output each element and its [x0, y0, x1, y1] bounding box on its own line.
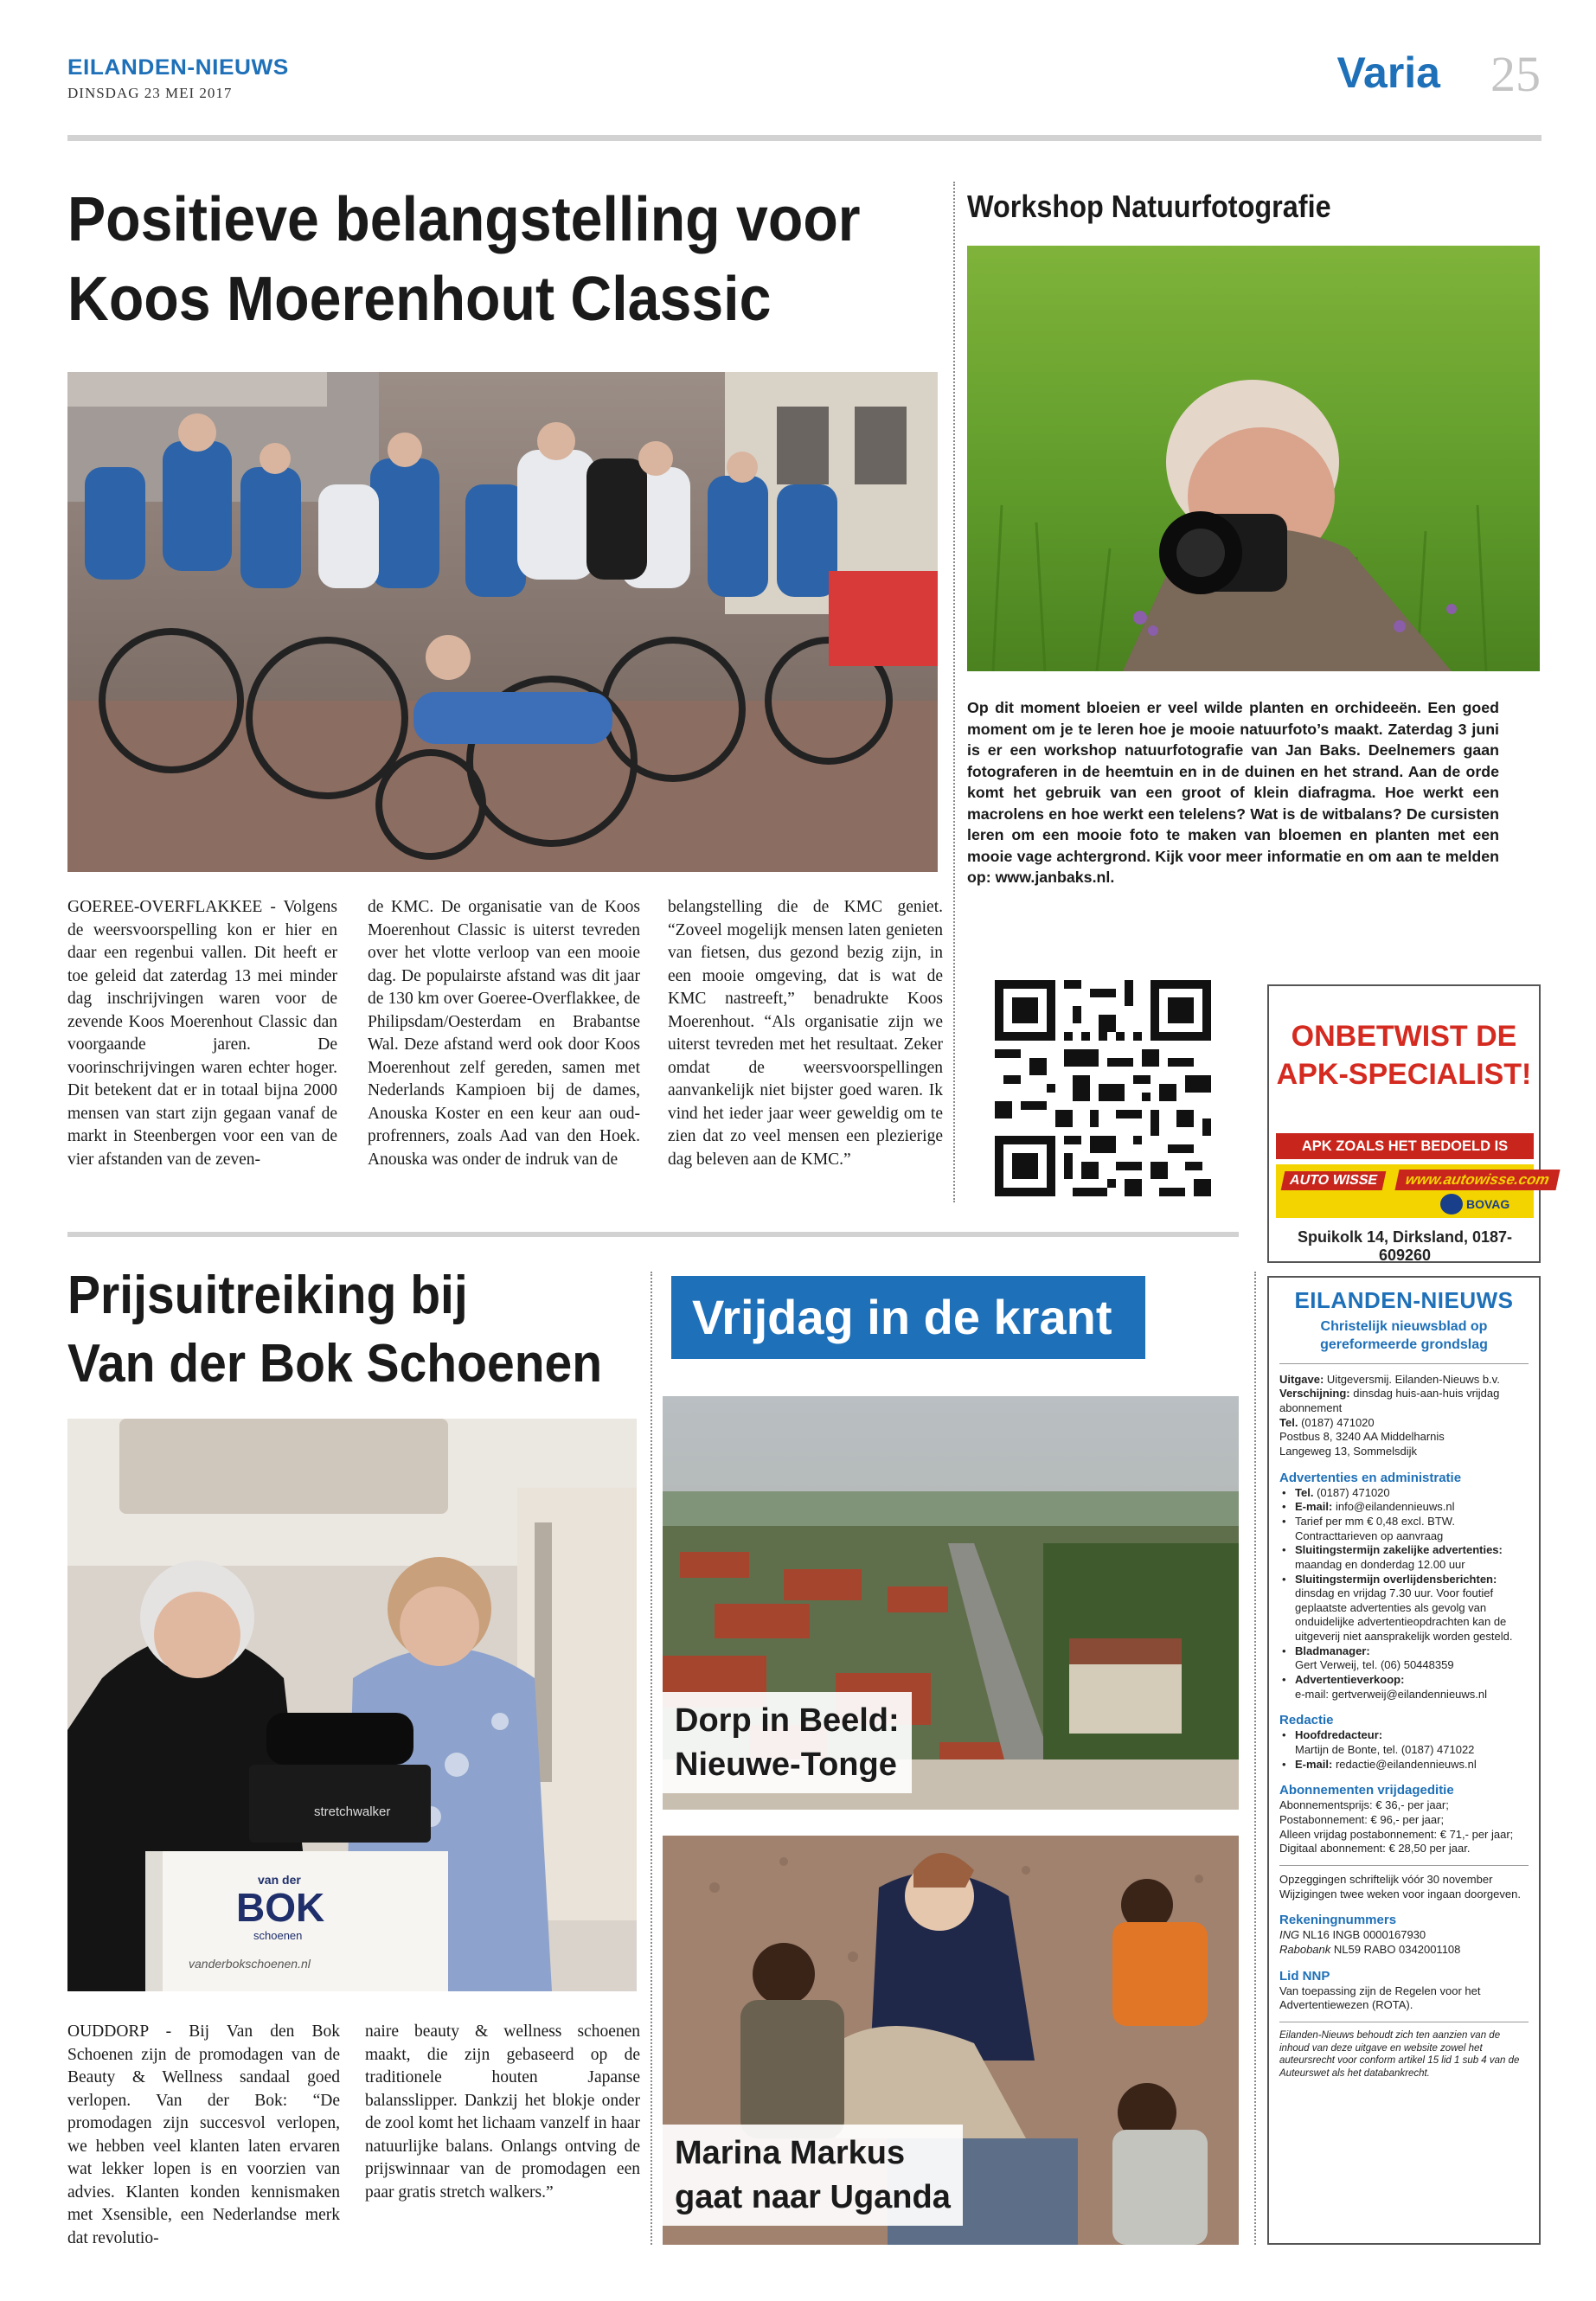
section-title: Varia	[1336, 48, 1440, 97]
kmc-body-col3: belangstelling die de KMC geniet. “Zoveel mogelijk mensen laten genieten van fietsen, dus gezond bezig zijn, in een mooie omgeving, dat is wat de KMC nastreeft,” benadrukte Koos Moerenhout. “Als organisatie zijn we uiterst tevreden met het resultaat. Zeker omdat de weersvoorspellingen aanvankelijk niet bijster goed waren. Ik vind het ieder jaar weer geweldig om te zien dat zo veel mensen een plezierige dag beleven aan de KMC.”	[668, 898, 943, 1169]
bok-headline-line2: Van der Bok Schoenen	[67, 1334, 603, 1394]
shoe-shop-photo	[67, 1419, 637, 1991]
colofon-abo3: Alleen vrijdag postabonnement: € 71,- per jaar;	[1279, 1827, 1514, 1841]
colofon	[1267, 1276, 1541, 2245]
list-item: • E-mail: info@eilandennieuws.nl	[1279, 1500, 1529, 1515]
dorp-caption	[663, 1692, 912, 1793]
kmc-headline	[67, 180, 863, 339]
list-item: • Tel. (0187) 471020	[1279, 1486, 1529, 1501]
colofon-red-heading: Redactie	[1279, 1713, 1334, 1728]
ad-headline-line1: ONBETWIST DE	[1291, 1020, 1517, 1053]
page-number: 25	[1490, 46, 1541, 102]
list-item: • Sluitingstermijn zakelijke advertenties: maandag en donderdag 12.00 uur	[1279, 1543, 1529, 1572]
colofon-rek1: ING NL16 INGB 0000167930	[1279, 1928, 1426, 1942]
workshop-title: Workshop Natuurfotografie	[967, 189, 1331, 224]
ad-logo-strip	[1276, 1164, 1551, 1218]
photo-logo-main: BOK	[236, 1885, 325, 1930]
colofon-red-list	[1279, 1728, 1529, 1772]
colofon-disclaimer: Eilanden-Nieuws behoudt zich ten aanzien van de inhoud van deze uitgave en website zowel het auteursrecht voor conform artikel 15 lid 1 sub 4 van de Auteurswet als het databankrecht.	[1279, 2022, 1529, 2080]
photo-url: vanderbokschoenen.nl	[189, 1957, 311, 1971]
colofon-opzeg: Opzeggingen schriftelijk vóór 30 november Wijzigingen twee weken voor ingaan doorgeven.	[1279, 1865, 1529, 1901]
colofon-masthead: EILANDEN-NIEUWS	[1294, 1287, 1514, 1313]
kmc-body-col1: GOEREE-OVERFLAKKEE - Volgens de weersvoorspelling kon er hier en daar een regenbui vallen. Dit heeft er toe geleid dat zaterdag 13 mei minder dag inschrijvingen waren voor de zevende Koos Moerenhout Classic dan voorgaande jaren. De voorinschrijvingen waren echter hoger. Dit betekent dat er in totaal bijna 2000 mensen van start zijn gegaan vanaf de markt in Steenbergen voor een van de vier afstanden van de zeven-	[67, 898, 337, 1169]
column-divider-lower	[651, 1272, 652, 2245]
column-divider	[953, 182, 955, 1202]
colofon-adv-heading: Advertenties en administratie	[1279, 1470, 1462, 1485]
bovag-icon	[1440, 1194, 1463, 1215]
ad-tagline: APK ZOALS HET BEDOELD IS	[1276, 1133, 1534, 1159]
uganda-caption	[663, 2125, 963, 2226]
bovag-label: BOVAG	[1466, 1197, 1510, 1211]
ad-headline-line2: APK-SPECIALIST!	[1276, 1058, 1532, 1092]
colofon-abo-heading: Abonnementen vrijdageditie	[1279, 1783, 1454, 1798]
column-divider-colofon	[1254, 1272, 1256, 2245]
list-item: • Advertentieverkoop: e-mail: gertverweij@eilandennieuws.nl	[1279, 1673, 1529, 1702]
adv-email-link[interactable]: info@eilandennieuws.nl	[1335, 1500, 1455, 1514]
photographer-photo	[967, 246, 1540, 671]
list-item: • Tarief per mm € 0,48 excl. BTW. Contracttarieven op aanvraag	[1279, 1515, 1529, 1543]
bok-body-col1: OUDDORP - Bij Van den Bok Schoenen zijn de promodagen van de Beauty & Wellness sandaal goed verlopen. Van der Bok: “De promodagen zijn succesvol verlopen, we hebben veel klanten laten ervaren wat lekker lopen is en voorzien van advies. Klanten konden kennismaken met Xsensible, een Nederlandse merk dat revolutio-	[67, 2022, 340, 2247]
masthead-logo: EILANDEN-NIEUWS	[67, 55, 289, 80]
apk-advert[interactable]	[1267, 984, 1551, 1264]
qr-code-icon[interactable]	[995, 980, 1211, 1196]
list-item: • E-mail: redactie@eilandennieuws.nl	[1279, 1758, 1529, 1772]
colofon-tel: Tel. (0187) 471020	[1279, 1415, 1375, 1429]
colofon-lid-heading: Lid NNP	[1279, 1968, 1330, 1984]
photo-box-label: stretchwalker	[314, 1804, 391, 1819]
photo-logo-sub: schoenen	[253, 1929, 303, 1942]
ad-url[interactable]: www.autowisse.com	[1394, 1170, 1560, 1190]
uganda-caption-line1: Marina Markus	[675, 2135, 906, 2171]
colofon-uitgave: Uitgave: Uitgeversmij. Eilanden-Nieuws b.v.	[1279, 1372, 1500, 1386]
colofon-rek2: Rabobank NL59 RABO 0342001108	[1279, 1942, 1461, 1956]
colofon-subtitle: Christelijk nieuwsblad op gereformeerde grondslag	[1279, 1318, 1529, 1364]
dorp-caption-line1: Dorp in Beeld:	[675, 1702, 900, 1739]
bok-headline-line1: Prijsuitreiking bij	[67, 1266, 468, 1325]
list-item: • Hoofdredacteur: Martijn de Bonte, tel. (0187) 471022	[1279, 1728, 1529, 1757]
colofon-adv-list	[1279, 1486, 1529, 1702]
colofon-abo4: Digitaal abonnement: € 28,50 per jaar.	[1279, 1842, 1471, 1856]
bok-headline	[67, 1261, 625, 1399]
colofon-verschijning: Verschijning: dinsdag huis-aan-huis vrijdag abonnement	[1279, 1387, 1500, 1415]
ad-brand: AUTO WISSE	[1281, 1171, 1387, 1190]
list-item: • Sluitingstermijn overlijdensberichten: dinsdag en vrijdag 7.30 uur. Voor foutief geplaatste advertenties als gevolg van onduidelijke advertentieopdrachten kan de uitgeverij niet aansprakelijk worden gesteld.	[1279, 1573, 1529, 1644]
ad-headline	[1269, 1017, 1539, 1093]
colofon-postbus: Postbus 8, 3240 AA Middelharnis	[1279, 1430, 1445, 1444]
issue-date: DINSDAG 23 MEI 2017	[67, 85, 233, 101]
photo-logo-top: van der	[258, 1873, 301, 1887]
cyclists-photo	[67, 372, 938, 872]
red-email-link[interactable]: redactie@eilandennieuws.nl	[1335, 1757, 1477, 1771]
section-rule	[67, 1232, 1239, 1237]
uganda-caption-line2: gaat naar Uganda	[675, 2178, 951, 2215]
kmc-headline-line1: Positieve belangstelling voor	[67, 185, 861, 254]
colofon-abo1: Abonnementsprijs: € 36,- per jaar;	[1279, 1798, 1449, 1812]
list-item: • Bladmanager: Gert Verweij, tel. (06) 50448359	[1279, 1644, 1529, 1673]
dorp-caption-line2: Nieuwe-Tonge	[675, 1746, 897, 1783]
colofon-lid: Van toepassing zijn de Regelen voor het Advertentiewezen (ROTA).	[1279, 1984, 1481, 2012]
colofon-rek-heading: Rekeningnummers	[1279, 1913, 1397, 1928]
kmc-headline-line2: Koos Moerenhout Classic	[67, 265, 772, 335]
ad-address: Spuikolk 14, Dirksland, 0187-609260	[1297, 1228, 1513, 1264]
header-rule	[67, 135, 1542, 141]
colofon-abo2: Postabonnement: € 96,- per jaar;	[1279, 1813, 1445, 1827]
kmc-body-col2: de KMC. De organisatie van de Koos Moerenhout Classic is uiterst tevreden over het vlotte verloop van een mooie dag. De populairste afstand was dit jaar de 130 km over Goeree-Overflakkee, de Philipsdam/Oesterdam en Brabantse Wal. Deze afstand werd ook door Koos Moerenhout zelf gereden, samen met Nederlands Kampioen bij de dames, Anouska Koster en een keur aan oud-profrenners, zoals Aad van den Hoek. Anouska was onder de indruk van de	[368, 898, 640, 1169]
workshop-text: Op dit moment bloeien er veel wilde planten en orchideeën. Een goed moment om je te leren hoe je mooie natuurfoto’s maakt. Zaterdag 3 juni is er een workshop natuurfotografie van Jan Baks. Deelnemers gaan fotograferen in de heemtuin en in de duinen en het strand. Aan de orde komt het gebruik van een groot of klein diafragma. Hoe werkt een macrolens en hoe werkt een telelens? Wat is de witbalans? De cursisten leren om een mooie foto te maken van bloemen en planten met een mooie vage achtergrond. Kijk voor meer informatie en om aan te melden op: www.janbaks.nl.	[967, 699, 1499, 887]
bok-body-col2: naire beauty & wellness schoenen maakt, die zijn gebaseerd op de traditionele houten Japanse balansslipper. Dankzij het blokje onder de zool komt het lichaam vanzelf in haar natuurlijke balans. Onlangs ontving de prijswinnaar van de promodagen een paar gratis stretch walkers.”	[365, 2022, 640, 2202]
vrijdag-banner: Vrijdag in de krant	[671, 1276, 1145, 1359]
colofon-adres: Langeweg 13, Sommelsdijk	[1279, 1444, 1417, 1458]
